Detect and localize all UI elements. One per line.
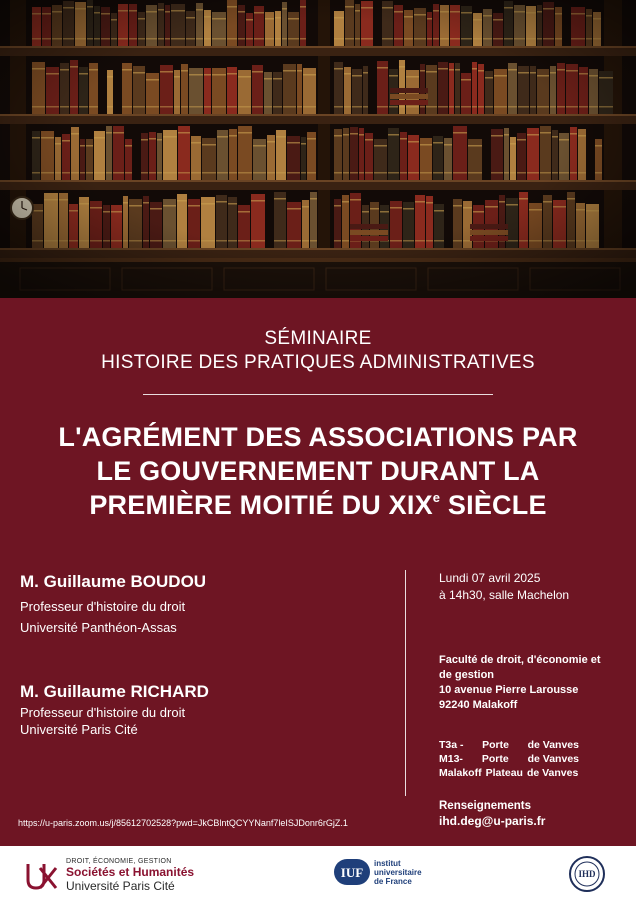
title-line-2: LE GOUVERNEMENT DURANT LA xyxy=(96,456,540,486)
speaker-name: M. Guillaume BOUDOU xyxy=(20,572,207,591)
bookshelf-illustration xyxy=(0,0,636,298)
event-time-place: à 14h30, salle Machelon xyxy=(439,588,570,602)
partner-logos xyxy=(0,846,636,900)
up-brand-name: Sociétés et Humanités xyxy=(66,865,195,879)
up-logo-text xyxy=(66,858,194,893)
iuf-logo-icon xyxy=(334,859,370,885)
iuf-line-2: universitaire xyxy=(374,868,422,877)
column-divider xyxy=(405,570,406,796)
bookshelf-image xyxy=(0,0,636,298)
address-line-1: 10 avenue Pierre Larousse xyxy=(439,684,579,696)
iuf-logo-text xyxy=(374,859,422,886)
transport-info xyxy=(439,738,579,780)
up-faculty-label: DROIT, ÉCONOMIE, GESTION xyxy=(66,858,172,865)
speaker-affiliation: Université Paris Cité xyxy=(20,722,138,737)
up-university-name: Université Paris Cité xyxy=(66,879,175,893)
ihd-seal-icon xyxy=(568,855,606,893)
info-email-link[interactable]: ihd.deg@u-paris.fr xyxy=(439,814,546,828)
iuf-logo-mark: IUF xyxy=(340,865,364,880)
info-label: Renseignements xyxy=(439,800,532,812)
event-date: Lundi 07 avril 2025 xyxy=(439,571,541,585)
seminar-kicker: SÉMINAIRE xyxy=(264,328,372,349)
up-logo-icon xyxy=(26,862,60,890)
venue-line-1: Faculté de droit, d'économie et xyxy=(439,654,601,666)
speaker-role: Professeur d'histoire du droit xyxy=(20,705,186,720)
ihd-seal-mark: IHD xyxy=(578,869,596,879)
venue-line-2: de gestion xyxy=(439,669,495,681)
zoom-link[interactable]: https://u-paris.zoom.us/j/85612702528?pwd=JkCBlntQCYYNanf7leISJDonr6rGjZ.1 xyxy=(18,818,348,828)
title-divider xyxy=(143,394,493,395)
address-line-2: 92240 Malakoff xyxy=(439,699,518,711)
transport-row: M13- Porte de Vanves xyxy=(439,753,579,765)
transport-row: Malakoff Plateau de Vanves xyxy=(439,767,579,779)
speaker-role: Professeur d'histoire du droit xyxy=(20,599,186,614)
iuf-line-3: de France xyxy=(374,877,412,886)
speaker-name: M. Guillaume RICHARD xyxy=(20,682,209,701)
title-line-3: PREMIÈRE MOITIÉ DU XIXe SIÈCLE xyxy=(89,490,547,520)
title-line-1: L'AGRÉMENT DES ASSOCIATIONS PAR xyxy=(58,422,578,452)
seminar-series: HISTOIRE DES PRATIQUES ADMINISTRATIVES xyxy=(101,352,535,373)
event-panel xyxy=(0,298,636,846)
iuf-line-1: institut xyxy=(374,859,401,868)
speaker-affiliation: Université Panthéon-Assas xyxy=(20,620,177,635)
transport-row: T3a - Porte de Vanves xyxy=(439,739,579,751)
